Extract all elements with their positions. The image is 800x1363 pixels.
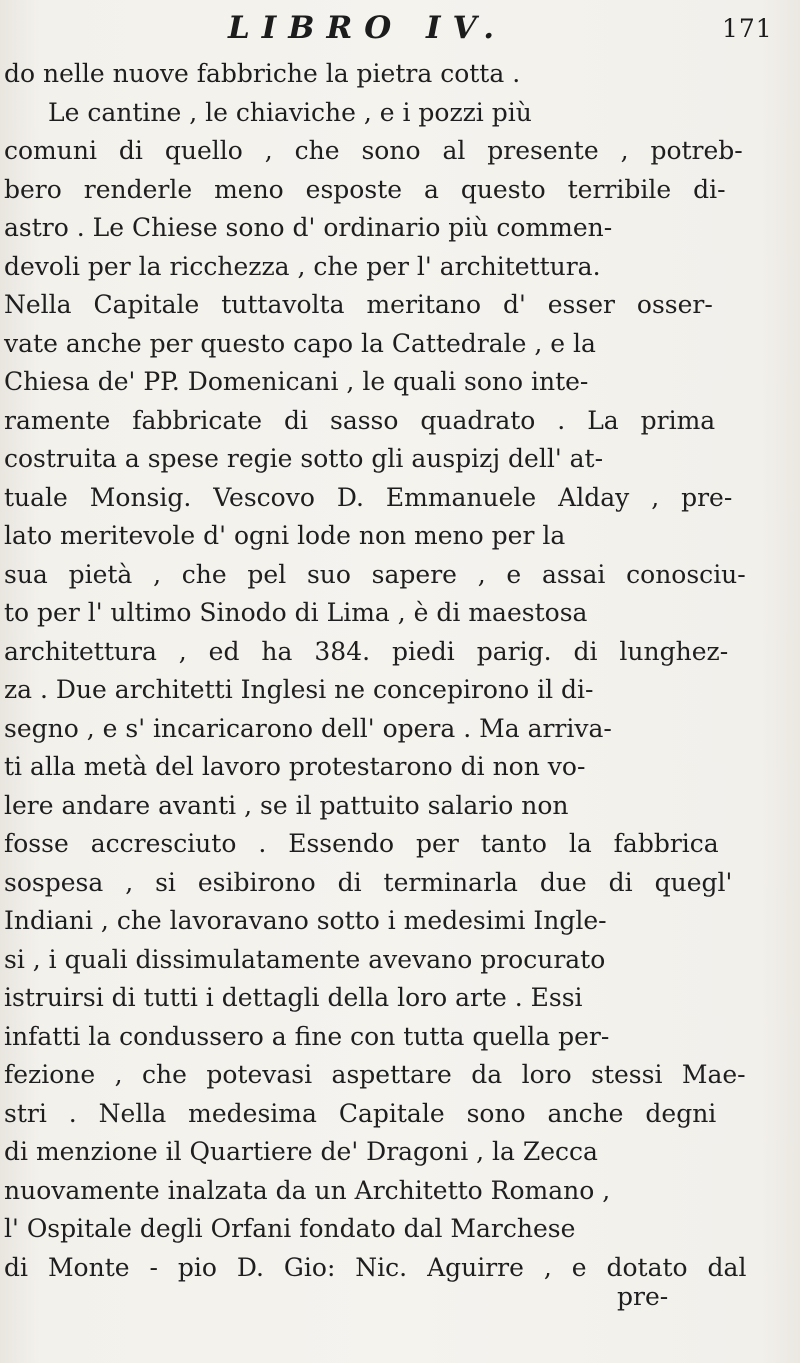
text-line: istruirsi di tutti i dettagli della loro arte . Essi (4, 983, 583, 1012)
text-line: costruita a spese regie sotto gli auspizj dell' at- (4, 444, 604, 473)
page-number: 171 (722, 14, 773, 43)
text-line: lere andare avanti , se il pattuito salario non (4, 790, 569, 820)
text-line: fosse accresciuto . Essendo per tanto la fabbrica (4, 829, 719, 858)
text-line: ti alla metà del lavoro protestarono di non vo- (4, 752, 586, 781)
text-line: segno , e s' incaricarono dell' opera . Ma arriva- (4, 713, 612, 743)
text-line: nuovamente inalzata da un Architetto Romano , (4, 1175, 611, 1205)
text-line: Indiani , che lavoravano sotto i medesimi Ingle- (4, 906, 607, 935)
text-line: Chiesa de' PP. Domenicani , le quali sono inte- (4, 367, 589, 396)
text-line: architettura , ed ha 384. piedi parig. di lunghez- (4, 636, 729, 666)
running-title: LIBRO IV. (228, 10, 506, 46)
text-line: lato meritevole d' ogni lode non meno per la (4, 521, 566, 550)
catchword: pre- (617, 1282, 669, 1311)
text-line: comuni di quello , che sono al presente , potreb- (4, 136, 743, 165)
text-line: di menzione il Quartiere de' Dragoni , la Zecca (4, 1137, 598, 1166)
text-line: sospesa , si esibirono di terminarla due di quegl' (4, 867, 733, 897)
text-line: bero renderle meno esposte a questo terribile di- (4, 174, 726, 204)
text-line: astro . Le Chiese sono d' ordinario più commen- (4, 213, 613, 242)
text-line: Le cantine , le chiaviche , e i pozzi più (48, 97, 532, 127)
text-line: di Monte - pio D. Gio: Nic. Aguirre , e dotato dal (4, 1252, 747, 1282)
text-line: vate anche per questo capo la Cattedrale , e la (4, 328, 596, 358)
text-line: ramente fabbricate di sasso quadrato . La prima (4, 405, 716, 435)
text-line: sua pietà , che pel suo sapere , e assai conosciu- (4, 559, 746, 589)
text-line: tuale Monsig. Vescovo D. Emmanuele Alday , pre- (4, 482, 733, 512)
text-line: stri . Nella medesima Capitale sono anche degni (4, 1098, 717, 1128)
text-line: si , i quali dissimulatamente avevano procurato (4, 944, 606, 974)
text-line: za . Due architetti Inglesi ne concepirono il di- (4, 675, 594, 704)
text-line: to per l' ultimo Sinodo di Lima , è di maestosa (4, 598, 588, 627)
text-line: fezione , che potevasi aspettare da loro stessi Mae- (4, 1060, 746, 1089)
text-line: devoli per la ricchezza , che per l' architettura. (4, 251, 601, 281)
text-line: Nella Capitale tuttavolta meritano d' esser osser- (4, 290, 713, 319)
text-line: infatti la condussero a fine con tutta quella per- (4, 1021, 610, 1051)
page-header (0, 10, 800, 50)
text-line: l' Ospitale degli Orfani fondato dal Marchese (4, 1214, 576, 1243)
text-line: do nelle nuove fabbriche la pietra cotta . (4, 59, 521, 88)
